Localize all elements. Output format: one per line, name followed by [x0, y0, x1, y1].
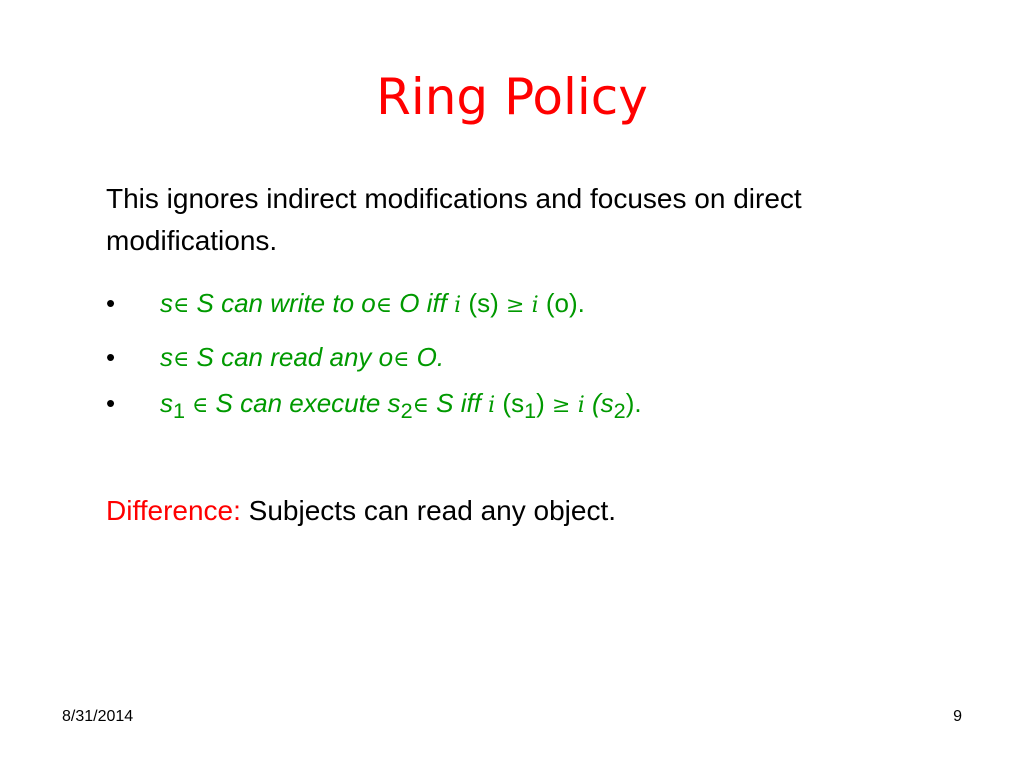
bullet-text: [160, 383, 642, 431]
integrity-function: i: [531, 293, 539, 318]
slide-title: Ring Policy: [376, 68, 648, 126]
subscript: 1: [524, 398, 537, 424]
rule-text: S can execute s: [208, 388, 401, 418]
subject-var: s: [160, 288, 173, 318]
difference-label: Difference:: [106, 495, 241, 526]
rule-text: (o).: [538, 288, 585, 318]
element-of-symbol: ∈: [375, 293, 393, 318]
rule-text: O iff: [392, 288, 455, 318]
bullet-text: [160, 283, 585, 326]
subscript: 2: [400, 398, 413, 424]
subject-var: s: [160, 342, 173, 372]
integrity-function: i: [488, 393, 496, 418]
bullet-marker: •: [106, 288, 116, 318]
element-of-symbol: ∈: [393, 347, 410, 372]
element-of-symbol: ∈: [185, 393, 209, 418]
bullet-marker: •: [106, 388, 116, 418]
geq-symbol: ≥: [552, 393, 571, 418]
page-number: 9: [953, 708, 962, 725]
bullet-list: [106, 283, 926, 433]
rule-text: ).: [625, 388, 642, 418]
integrity-function: i: [454, 293, 462, 318]
rule-text: O.: [409, 342, 445, 372]
bullet-marker: •: [106, 342, 116, 372]
element-of-symbol: ∈: [173, 347, 190, 372]
element-of-symbol: ∈: [412, 393, 429, 418]
bullet-execute-rule: [106, 383, 926, 433]
footer-date: 8/31/2014: [62, 708, 134, 725]
rule-text: ): [536, 388, 553, 418]
subscript: 2: [613, 398, 626, 424]
rule-text: (s): [461, 288, 506, 318]
integrity-function: i: [577, 393, 585, 418]
geq-symbol: ≥: [505, 293, 525, 318]
rule-text: S iff: [428, 388, 489, 418]
rule-text: (s: [495, 388, 525, 418]
intro-paragraph: This ignores indirect modifications and focuses on direct modifications.: [106, 183, 802, 256]
difference-statement: [106, 490, 616, 532]
bullet-read-rule: [106, 337, 926, 383]
difference-text: Subjects can read any object.: [240, 495, 617, 526]
subscript: 1: [173, 398, 186, 424]
rule-text: S can write to o: [189, 288, 376, 318]
rule-text: S can read any o: [189, 342, 394, 372]
subject-var: s: [160, 388, 173, 418]
rule-text: (s: [584, 388, 614, 418]
bullet-write-rule: [106, 283, 926, 337]
element-of-symbol: ∈: [173, 293, 190, 318]
bullet-text: [160, 337, 444, 380]
